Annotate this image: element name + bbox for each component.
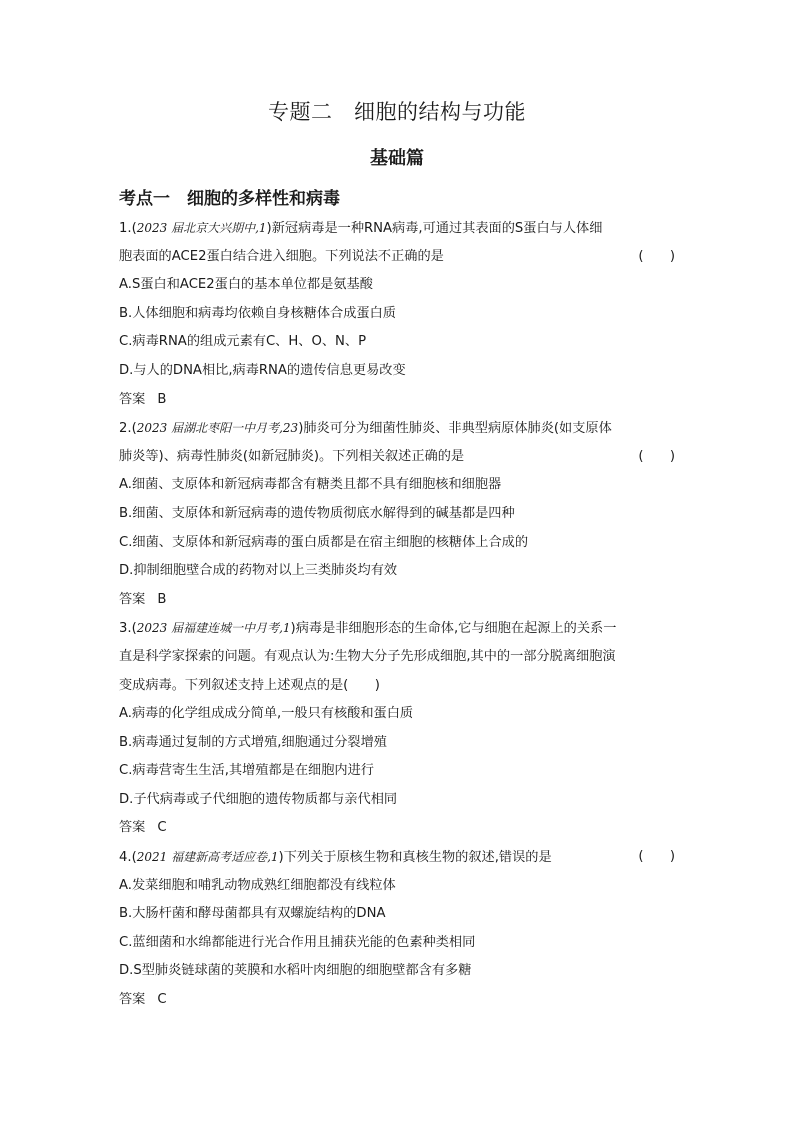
- answer-value: B: [157, 591, 167, 607]
- question-stem-line: 3.(2023 届福建连城一中月考,1)病毒是非细胞形态的生命体,它与细胞在起源上的关系一: [119, 621, 617, 637]
- option-a: A.细菌、支原体和新冠病毒都含有糖类且都不具有细胞核和细胞器: [119, 477, 502, 493]
- answer-label: 答案: [119, 820, 146, 836]
- option-c: C.病毒RNA的组成元素有C、H、O、N、P: [119, 334, 367, 350]
- option-d: D.抑制细胞壁合成的药物对以上三类肺炎均有效: [119, 563, 398, 579]
- question-stem-line: 4.(2021 福建新高考适应卷,1)下列关于原核生物和真核生物的叙述,错误的是 ( ): [119, 843, 675, 872]
- question-2: [119, 414, 675, 614]
- question-stem-line: 2.(2023 届湖北枣阳一中月考,23)肺炎可分为细菌性肺炎、非典型病原体肺炎(如支原体: [119, 421, 612, 437]
- question-stem-line: 胞表面的ACE2蛋白结合进入细胞。下列说法不正确的是 ( ): [119, 243, 675, 272]
- answer-value: C: [157, 820, 167, 836]
- option-c: C.病毒营寄生生活,其增殖都是在细胞内进行: [119, 763, 374, 779]
- answer-value: C: [157, 992, 167, 1008]
- question-3: [119, 614, 675, 843]
- section-heading: 考点一 细胞的多样性和病毒: [119, 189, 340, 209]
- option-b: B.人体细胞和病毒均依赖自身核糖体合成蛋白质: [119, 305, 396, 321]
- answer-line: [119, 986, 675, 1015]
- question-source: 2023 届福建连城一中月考,1: [136, 621, 291, 636]
- questions-list: [119, 214, 675, 1015]
- answer-blank: ( ): [638, 248, 675, 264]
- question-1: [119, 214, 675, 414]
- option-c: C.蓝细菌和水绵都能进行光合作用且捕获光能的色素种类相同: [119, 934, 476, 950]
- option-a: A.病毒的化学组成成分简单,一般只有核酸和蛋白质: [119, 706, 414, 722]
- question-stem-line: 变成病毒。下列叙述支持上述观点的是( ): [119, 677, 380, 693]
- answer-line: [119, 386, 675, 415]
- answer-label: 答案: [119, 992, 146, 1008]
- question-source: 2021 福建新高考适应卷,1: [136, 850, 279, 865]
- page-subtitle: 基础篇: [370, 148, 424, 169]
- answer-label: 答案: [119, 591, 146, 607]
- option-c: C.细菌、支原体和新冠病毒的蛋白质都是在宿主细胞的核糖体上合成的: [119, 534, 529, 550]
- answer-line: [119, 586, 675, 615]
- option-a: A.S蛋白和ACE2蛋白的基本单位都是氨基酸: [119, 277, 373, 293]
- answer-line: [119, 814, 675, 843]
- option-d: D.与人的DNA相比,病毒RNA的遗传信息更易改变: [119, 362, 406, 378]
- option-d: D.子代病毒或子代细胞的遗传物质都与亲代相同: [119, 791, 398, 807]
- answer-label: 答案: [119, 391, 146, 407]
- question-4: [119, 843, 675, 1015]
- answer-value: B: [157, 391, 167, 407]
- page-title: 专题二 细胞的结构与功能: [268, 100, 526, 124]
- answer-blank: ( ): [638, 448, 675, 464]
- question-source: 2023 届北京大兴期中,1: [136, 221, 267, 235]
- option-d: D.S型肺炎链球菌的荚膜和水稻叶肉细胞的细胞壁都含有多糖: [119, 963, 472, 979]
- question-stem-line: 直是科学家探索的问题。有观点认为:生物大分子先形成细胞,其中的一部分脱离细胞演: [119, 648, 616, 664]
- answer-blank: ( ): [638, 849, 675, 865]
- option-a: A.发菜细胞和哺乳动物成熟红细胞都没有线粒体: [119, 877, 396, 893]
- option-b: B.细菌、支原体和新冠病毒的遗传物质彻底水解得到的碱基都是四种: [119, 505, 515, 521]
- option-b: B.病毒通过复制的方式增殖,细胞通过分裂增殖: [119, 734, 387, 750]
- question-stem-line: 1.(2023 届北京大兴期中,1)新冠病毒是一种RNA病毒,可通过其表面的S蛋白与人体细: [119, 221, 603, 236]
- option-b: B.大肠杆菌和酵母菌都具有双螺旋结构的DNA: [119, 906, 386, 922]
- question-source: 2023 届湖北枣阳一中月考,23: [136, 421, 299, 436]
- question-stem-line: 肺炎等)、病毒性肺炎(如新冠肺炎)。下列相关叙述正确的是 ( ): [119, 443, 675, 472]
